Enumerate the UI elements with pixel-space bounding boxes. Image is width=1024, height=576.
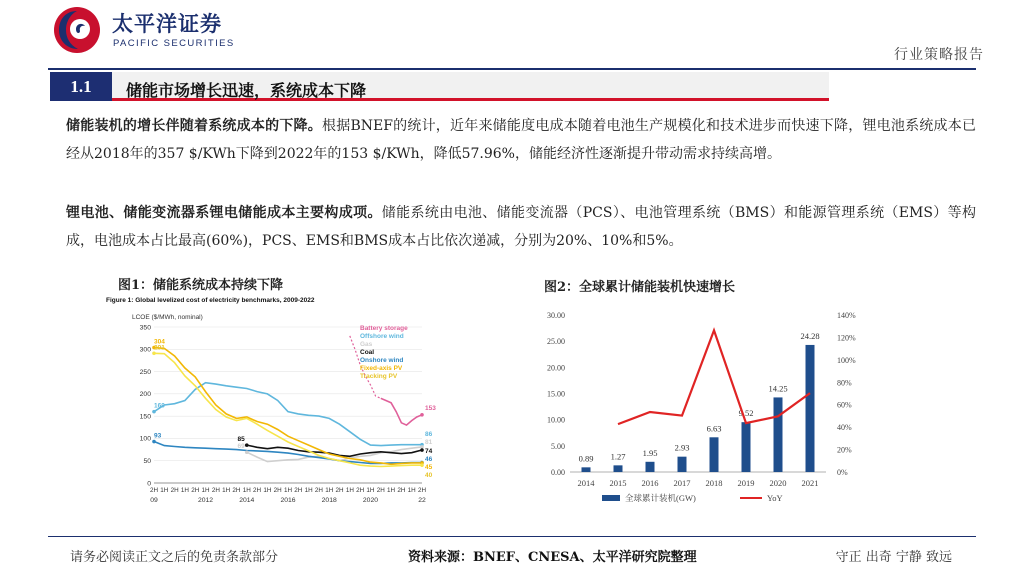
y-tick-label: 0 — [147, 480, 151, 488]
series-end-label: 45 — [425, 464, 433, 471]
x-tick-label: 2H — [273, 487, 282, 494]
series-end-label: 81 — [425, 439, 433, 446]
series-end-label: 86 — [425, 431, 433, 438]
y2-tick-label: 60% — [837, 400, 852, 410]
series-start-label: 93 — [154, 432, 162, 440]
series-start-point — [245, 443, 249, 447]
series-end-label: 74 — [425, 448, 433, 455]
y-tick-label: 5.00 — [551, 441, 565, 451]
x-tick-label: 2014 — [577, 478, 595, 488]
x-year-label: 09 — [150, 497, 158, 504]
series-end-label: 40 — [425, 472, 433, 479]
x-tick-label: 1H — [160, 487, 169, 494]
x-tick-label: 1H — [263, 487, 272, 494]
legend-item: Coal — [360, 349, 375, 356]
x-tick-label: 2H — [314, 487, 323, 494]
figure2-caption: 图2：全球累计储能装机快速增长 — [544, 280, 736, 295]
chart1-ylabel: LCOE ($/MWh, nominal) — [132, 314, 203, 321]
x-year-label: 2012 — [197, 497, 214, 504]
series-end-label: 153 — [425, 405, 436, 412]
series-line — [381, 398, 422, 425]
bar — [774, 397, 783, 472]
x-tick-label: 2H — [149, 487, 159, 494]
paragraph-lead: 锂电池、储能变流器系锂电储能成本主要构成项。 — [66, 205, 382, 221]
x-tick-label: 2H — [376, 487, 385, 494]
y2-tick-label: 140% — [837, 311, 856, 320]
series-end-point — [420, 463, 424, 467]
x-tick-label: 2021 — [801, 478, 819, 488]
y2-tick-label: 120% — [837, 333, 856, 343]
report-type: 行业策略报告 — [894, 47, 984, 63]
x-tick-label: 1H — [283, 487, 293, 494]
series-end-point — [420, 445, 424, 449]
bar-value-label: 1.27 — [610, 451, 626, 462]
x-tick-label: 1H — [407, 487, 416, 494]
y-tick-label: 150 — [139, 413, 151, 421]
x-tick-label: 2018 — [705, 478, 723, 488]
paragraph-cost-decline — [66, 113, 976, 168]
bar-value-label: 6.63 — [706, 423, 722, 434]
x-tick-label: 2H — [397, 487, 406, 494]
y2-tick-label: 40% — [837, 423, 852, 433]
bar — [678, 457, 687, 472]
series-start-label: 69 — [237, 443, 245, 451]
y-tick-label: 250 — [139, 368, 151, 376]
x-tick-label: 1H — [180, 487, 189, 494]
x-tick-label: 2020 — [769, 478, 787, 488]
series-end-point — [420, 448, 424, 452]
x-tick-label: 1H — [304, 487, 313, 494]
x-tick-label: 2016 — [641, 478, 659, 488]
x-year-label: 2016 — [280, 497, 296, 504]
x-year-label: 22 — [418, 497, 426, 504]
bar-value-label: 0.89 — [578, 453, 594, 464]
series-end-point — [420, 413, 424, 417]
x-year-label: 2020 — [362, 497, 379, 504]
bar-value-label: 14.25 — [768, 383, 788, 394]
legend-item: Gas — [360, 341, 373, 348]
y-tick-label: 350 — [139, 324, 151, 332]
figure1-caption: 图1：储能系统成本持续下降 — [118, 278, 284, 293]
series-start-label: 304 — [154, 338, 165, 346]
lcoe-chart — [104, 292, 434, 516]
series-start-label: 291 — [154, 344, 165, 352]
x-tick-label: 2H — [335, 487, 344, 494]
bar-value-label: 2.93 — [674, 442, 690, 453]
series-start-point — [152, 410, 156, 414]
x-tick-label: 2H — [294, 487, 303, 494]
y2-tick-label: 100% — [837, 355, 856, 365]
bar-value-label: 24.28 — [800, 330, 820, 341]
header-rule — [48, 68, 976, 70]
legend-item: Tracking PV — [360, 373, 398, 380]
footer-disclaimer: 请务必阅读正文之后的免责条款部分 — [70, 550, 279, 565]
bar — [806, 345, 815, 472]
x-tick-label: 2015 — [609, 478, 627, 488]
y-tick-label: 0.00 — [551, 468, 565, 477]
legend-item: Battery storage — [360, 325, 408, 332]
bar-value-label: 9.52 — [738, 408, 754, 419]
company-logo — [52, 5, 102, 55]
x-tick-label: 2019 — [737, 478, 755, 488]
y2-tick-label: 20% — [837, 445, 852, 455]
series-start-point — [152, 440, 156, 444]
y-tick-label: 15.00 — [547, 389, 565, 399]
x-year-label: 2018 — [321, 497, 337, 504]
series-start-point — [245, 450, 249, 454]
y-tick-label: 50 — [143, 458, 151, 466]
y-tick-label: 20.00 — [547, 363, 565, 373]
x-tick-label: 2H — [211, 487, 220, 494]
x-tick-label: 1H — [201, 487, 210, 494]
x-tick-label: 1H — [366, 487, 375, 494]
bar — [742, 422, 751, 472]
x-tick-label: 1H — [222, 487, 231, 494]
series-start-point — [152, 351, 156, 355]
bar — [614, 465, 623, 472]
y-tick-label: 10.00 — [547, 415, 565, 425]
x-tick-label: 2017 — [673, 478, 691, 488]
series-end-label: 46 — [425, 456, 433, 463]
x-tick-label: 2H — [170, 487, 179, 494]
x-year-label: 2014 — [239, 497, 255, 504]
y-tick-label: 200 — [139, 391, 151, 399]
x-tick-label: 1H — [387, 487, 396, 494]
x-tick-label: 2H — [191, 487, 200, 494]
brand-name-cn: 太平洋证券 — [112, 12, 222, 36]
y-tick-label: 30.00 — [547, 311, 565, 320]
legend-swatch-bar — [602, 495, 620, 501]
bar-value-label: 1.95 — [642, 447, 658, 458]
x-tick-label: 2H — [356, 487, 365, 494]
footer-tagline: 守正 出奇 宁静 致远 — [835, 550, 952, 565]
bar — [582, 467, 591, 472]
footer-rule — [48, 536, 976, 537]
legend-item: Onshore wind — [360, 357, 404, 364]
x-tick-label: 1H — [345, 487, 354, 494]
x-tick-label: 2H — [232, 487, 241, 494]
section-title: 储能市场增长迅速，系统成本下降 — [126, 81, 367, 100]
y-tick-label: 300 — [139, 346, 151, 354]
legend-label-line: YoY — [767, 493, 783, 503]
bar — [646, 462, 655, 472]
legend-item: Offshore wind — [360, 333, 404, 340]
y2-tick-label: 0% — [837, 468, 848, 477]
footer-source: 资料来源：BNEF、CNESA、太平洋研究院整理 — [408, 550, 697, 565]
paragraph-body: 储能系统由电池、储能变流器（PCS）、电池管理系统（BMS）和能源管理系统（EMS）等构成，电池成本占比最高(60%)，PCS、EMS和BMS成本占比依次递减，分别为20%、10%和5%。 — [66, 205, 976, 249]
series-start-label: 85 — [237, 436, 245, 444]
y-tick-label: 25.00 — [547, 337, 565, 347]
bar — [710, 437, 719, 472]
legend-label-bar: 全球累计装机(GW) — [625, 493, 696, 503]
installed-capacity-chart — [530, 300, 870, 518]
legend-item: Fixed-axis PV — [360, 365, 403, 372]
paragraph-cost-structure — [66, 200, 976, 255]
paragraph-lead: 储能装机的增长伴随着系统成本的下降。 — [66, 118, 322, 134]
series-start-label: 160 — [154, 402, 165, 410]
chart1-title: Figure 1: Global levelized cost of electricity benchmarks, 2009-2022 — [106, 297, 315, 304]
y-tick-label: 100 — [139, 435, 151, 443]
x-tick-label: 2H — [253, 487, 262, 494]
brand-name-en: PACIFIC SECURITIES — [113, 38, 235, 49]
y2-tick-label: 80% — [837, 378, 852, 388]
x-tick-label: 1H — [325, 487, 334, 494]
x-tick-label: 1H — [242, 487, 251, 494]
section-number: 1.1 — [50, 72, 112, 101]
x-tick-label: 2H — [417, 487, 427, 494]
paragraph-body: 根据BNEF的统计，近年来储能度电成本随着电池生产规模化和技术进步而快速下降，锂电池系统成本已经从2018年的357 $/KWh下降到2022年的153 $/KWh，降低57.96%，储能经济性逐渐提升带动需求持续高增。 — [66, 118, 976, 162]
